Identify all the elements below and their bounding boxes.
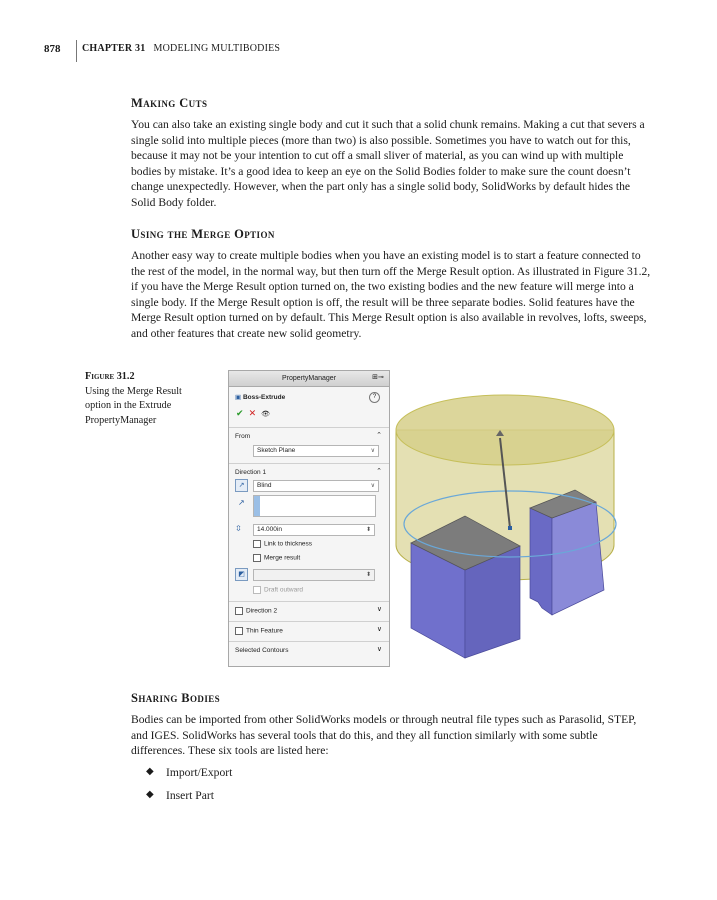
selected-contours-section[interactable] xyxy=(229,641,389,666)
feature-header xyxy=(235,393,285,401)
thin-feature-row xyxy=(235,627,283,635)
direction2-row xyxy=(235,607,277,615)
extrude-icon: ▣ xyxy=(235,394,242,401)
depth-icon: ⇳ xyxy=(235,524,242,533)
direction-reference-field[interactable] xyxy=(253,495,376,517)
collapse-icon[interactable]: ⌃ xyxy=(376,432,382,439)
draft-outward-label: Draft outward xyxy=(264,586,304,594)
direction1-section xyxy=(229,463,389,602)
from-select[interactable] xyxy=(253,445,379,457)
pm-title: PropertyManager xyxy=(281,375,337,382)
thin-feature-label: Thin Feature xyxy=(246,627,283,635)
spinner-icon[interactable]: ⬍ xyxy=(365,572,371,578)
merge-result-label: Merge result xyxy=(264,554,301,562)
direction1-label: Direction 1 xyxy=(235,469,267,476)
chapter-label: CHAPTER 31 xyxy=(82,43,146,54)
list-item xyxy=(146,789,232,812)
draft-outward-checkbox[interactable] xyxy=(253,586,261,594)
section-making-cuts xyxy=(131,96,651,210)
direction2-section[interactable] xyxy=(229,601,389,622)
figure-caption xyxy=(85,370,205,428)
property-manager-panel xyxy=(228,370,390,667)
draft-angle-input[interactable] xyxy=(253,569,375,581)
thin-feature-section[interactable] xyxy=(229,621,389,642)
depth-input[interactable] xyxy=(253,524,375,536)
collapse-icon[interactable]: ⌃ xyxy=(376,468,382,475)
right-box-side xyxy=(530,508,552,615)
section-heading: Using the Merge Option xyxy=(131,227,275,241)
link-thickness-label: Link to thickness xyxy=(264,540,313,548)
link-thickness-row[interactable] xyxy=(253,540,312,548)
from-section xyxy=(229,427,389,464)
help-icon[interactable]: ? xyxy=(369,392,380,403)
expand-icon[interactable]: ∨ xyxy=(376,606,382,613)
from-value: Sketch Plane xyxy=(257,447,296,454)
section-heading: Sharing Bodies xyxy=(131,691,221,705)
reverse-direction-icon[interactable]: ↗ xyxy=(235,479,248,492)
tool-list xyxy=(146,766,232,812)
expand-icon[interactable]: ∨ xyxy=(376,626,382,633)
right-box-front xyxy=(552,502,604,615)
cylinder-top xyxy=(396,395,614,465)
action-icons xyxy=(236,408,270,419)
cancel-icon[interactable]: ✕ xyxy=(248,408,257,418)
direction2-checkbox[interactable] xyxy=(235,607,243,615)
link-thickness-checkbox[interactable] xyxy=(253,540,261,548)
selected-contours-label: Selected Contours xyxy=(235,647,289,654)
section-heading: Making Cuts xyxy=(131,96,208,110)
list-item-text: Insert Part xyxy=(166,789,214,802)
end-condition-select[interactable] xyxy=(253,480,379,492)
section-merge-option xyxy=(131,227,651,341)
merge-result-checkbox[interactable] xyxy=(253,554,261,562)
arrow-base xyxy=(508,526,512,530)
feature-name: Boss-Extrude xyxy=(242,394,286,401)
chapter-heading xyxy=(82,43,280,54)
section-paragraph: Another easy way to create multiple bodies when you have an existing model is to start a feature connected to the rest of the model, in the normal way, but then turn off the Merge Result option. As illustrated in Figure 31.2, if you have the Merge Result option turned on, the two existing bodies and the new feature will merge into a single body. If the Merge Result option is off, the result will be three separate bodies. Solid features have the Merge Result option turned on by default. This Merge Result option is also available in revolves, lofts, sweeps, and other features that create new solid geometry. xyxy=(131,249,651,340)
thin-feature-checkbox[interactable] xyxy=(235,627,243,635)
preview-icon[interactable]: 👁 xyxy=(261,411,271,418)
list-item xyxy=(146,766,232,789)
direction-arrow-icon: ↗ xyxy=(238,498,245,507)
model-illustration xyxy=(392,380,622,670)
figure-caption-text: Using the Merge Result option in the Extrude PropertyManager xyxy=(85,385,182,426)
header-divider xyxy=(76,40,77,62)
depth-value: 14.000in xyxy=(257,526,282,533)
bullet-icon: ◆ xyxy=(146,789,154,800)
expand-icon[interactable]: ∨ xyxy=(376,646,382,653)
merge-result-row[interactable] xyxy=(253,554,300,562)
page-number: 878 xyxy=(44,43,61,55)
pin-icon[interactable]: ⊞⊸ xyxy=(372,374,384,381)
figure-label: Figure 31.2 xyxy=(85,371,135,382)
chevron-down-icon: ∨ xyxy=(370,448,375,454)
chapter-title: MODELING MULTIBODIES xyxy=(153,43,281,54)
spinner-icon[interactable]: ⬍ xyxy=(365,527,371,533)
chevron-down-icon: ∨ xyxy=(370,483,375,489)
pm-title-bar xyxy=(229,371,389,387)
running-header xyxy=(0,40,717,62)
draft-outward-row[interactable] xyxy=(253,586,303,594)
ok-icon[interactable]: ✔ xyxy=(236,408,244,418)
end-condition-value: Blind xyxy=(257,482,272,489)
section-paragraph: You can also take an existing single body and cut it such that a solid chunk remains. Making a cut that severs a single solid into multiple pieces (more than two) is also possible. Sometimes you have to watch out for this, because it may not be your intention to cut off a small sliver of material, as you can wind up with multiple bodies by mistake. It’s a good idea to keep an eye on the Solid Bodies folder to make sure the count doesn’t change unexpectedly. However, when the part only has a single solid body, SolidWorks by default hides the Solid Body folder. xyxy=(131,118,645,209)
selection-highlight xyxy=(254,496,260,516)
bullet-icon: ◆ xyxy=(146,766,154,777)
from-label: From xyxy=(235,433,251,440)
section-sharing-bodies xyxy=(131,691,651,759)
section-paragraph: Bodies can be imported from other SolidWorks models or through neutral file types such as Parasolid, STEP, and IGES. SolidWorks has several tools that do this, and they all function similarly with some subtle differences. These six tools are listed here: xyxy=(131,713,637,757)
draft-icon[interactable]: ◩ xyxy=(235,568,248,581)
list-item-text: Import/Export xyxy=(166,766,233,779)
direction2-label: Direction 2 xyxy=(246,607,278,615)
